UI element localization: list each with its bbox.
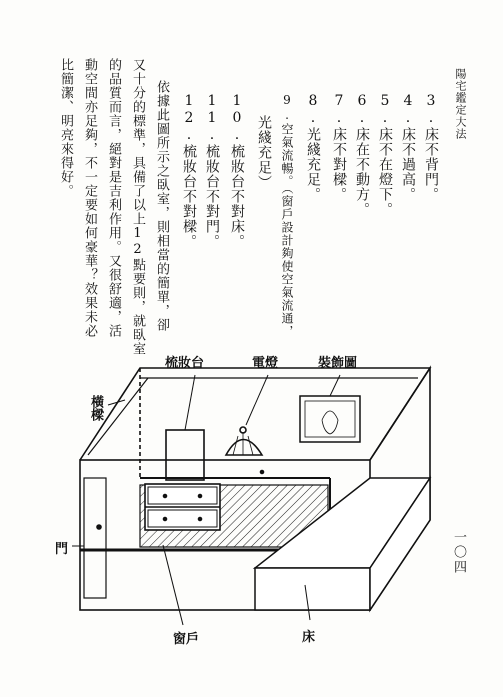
rule-6: 6.床在不動方。 (354, 93, 370, 217)
ceiling-lamp (226, 440, 262, 456)
label-door: 門 (55, 542, 69, 557)
rule-12: 12.梳妝台不對樑。 (181, 93, 197, 249)
label-bed: 床 (302, 630, 316, 645)
running-header: 陽宅鑑定大法 (454, 68, 467, 140)
rule-10: 10.梳妝台不對床。 (229, 93, 245, 249)
rule-4: 4.床不過高。 (400, 93, 416, 202)
paragraph-line-2: 又十分的標準，具備了以上12點要則，就臥室 (130, 58, 145, 356)
door-knob (97, 525, 101, 529)
label-beam: 橫樑 (88, 395, 103, 421)
label-dresser: 梳妝台 (165, 356, 205, 371)
label-window: 窗戶 (173, 632, 200, 647)
paragraph-line-4: 動空間亦足夠，不一定要如何豪華？效果未必 (82, 58, 97, 338)
page-number: 一〇四 (451, 530, 466, 575)
rule-11: 11.梳妝台不對門。 (204, 93, 220, 249)
paragraph-line-1: 依據此圖所示之臥室，則相當的簡單，卻 (154, 80, 169, 332)
rule-9-continued: 光綫充足） (256, 115, 272, 190)
paragraph-line-5: 比簡潔、明亮來得好。 (58, 58, 73, 198)
rule-8: 8.光綫充足。 (305, 93, 321, 202)
label-picture: 裝飾圖 (318, 356, 358, 371)
rule-7: 7.床不對樑。 (331, 93, 347, 202)
dresser-mirror (166, 430, 204, 480)
door-outline (84, 478, 106, 598)
rule-9: 9.空氣流暢。（窗戶設計夠使空氣流通， (280, 93, 294, 338)
rule-3: 3.床不背門。 (423, 93, 439, 202)
paragraph-line-3: 的品質而言，絕對是吉利作用。又很舒適，活 (106, 58, 121, 338)
rule-5: 5.床不在燈下。 (377, 93, 393, 217)
label-lamp: 電燈 (252, 356, 279, 371)
decorative-picture (300, 396, 360, 442)
